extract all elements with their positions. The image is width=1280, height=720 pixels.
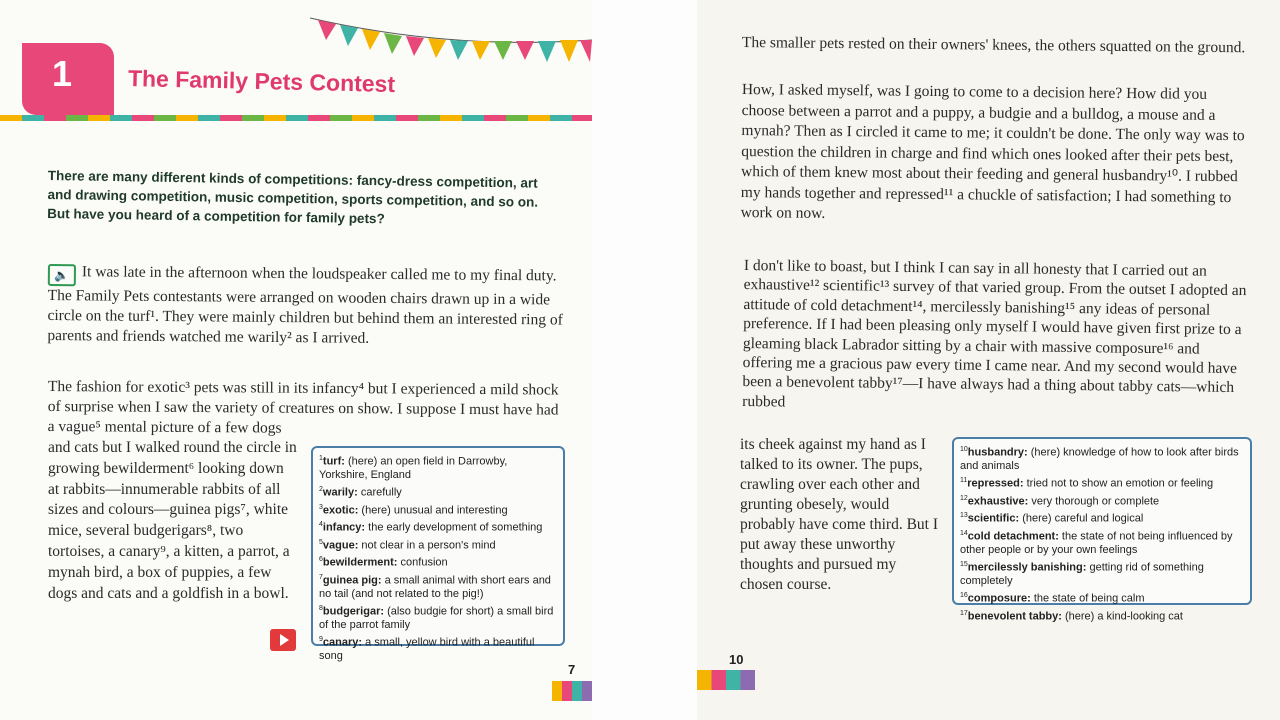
glossary-entry <box>960 443 1244 474</box>
glossary-term: composure: <box>967 592 1031 605</box>
glossary-term: exhaustive: <box>967 495 1029 508</box>
glossary-definition: tried not to show an emotion or feeling <box>1023 477 1214 490</box>
glossary-definition: (here) a kind-looking cat <box>1061 610 1183 623</box>
glossary-definition: the state of being calm <box>1030 592 1145 605</box>
left-page <box>0 0 592 720</box>
glossary-number: 16 <box>960 592 968 600</box>
glossary-entry <box>319 501 557 518</box>
glossary-term: benevolent tabby: <box>967 610 1062 623</box>
glossary-entry <box>319 571 557 602</box>
glossary-number: 9 <box>319 636 323 644</box>
glossary-number: 13 <box>960 512 968 520</box>
glossary-entry <box>960 474 1244 491</box>
right-paragraph-1: The smaller pets rested on their owners' knees, the others squatted on the ground. <box>741 33 1246 57</box>
glossary-term: cold detachment: <box>967 530 1059 543</box>
paragraph-2: The fashion for exotic³ pets was still in its infancy⁴ but I experienced a mild shock of surprise when I saw the variety of creatures on show. I suppose I must have had a vague⁵ mental picture of a few dogs <box>47 377 559 437</box>
glossary-entry <box>960 527 1244 558</box>
speaker-icon[interactable]: 🔈 <box>48 264 76 286</box>
glossary-entry <box>319 553 557 570</box>
header-stripe <box>0 115 592 121</box>
glossary-term: scientific: <box>967 512 1020 525</box>
page-number: 7 <box>568 662 576 677</box>
glossary-box-right <box>952 437 1252 623</box>
glossary-definition: confusion <box>397 556 448 569</box>
glossary-entry <box>319 518 557 535</box>
glossary-term: bewilderment: <box>322 556 398 569</box>
glossary-term: repressed: <box>967 477 1024 490</box>
glossary-definition: (here) unusual and interesting <box>358 504 508 517</box>
glossary-term: mercilessly banishing: <box>967 561 1087 574</box>
glossary-definition: a small animal with short ears and no tail (and not related to the pig!) <box>319 574 551 600</box>
glossary-entry <box>960 492 1244 509</box>
glossary-definition: (also budgie for short) a small bird of the parrot family <box>319 605 554 632</box>
glossary-number: 15 <box>960 560 968 568</box>
glossary-number: 1 <box>319 455 323 462</box>
glossary-term: budgerigar: <box>322 605 385 618</box>
glossary-entry <box>960 509 1244 526</box>
glossary-number: 14 <box>960 529 968 537</box>
glossary-definition: not clear in a person's mind <box>358 539 496 552</box>
glossary-term: warily: <box>322 486 358 499</box>
glossary-number: 11 <box>960 477 968 485</box>
play-video-icon[interactable] <box>270 629 296 651</box>
glossary-definition: (here) knowledge of how to look after birds and animals <box>960 446 1239 473</box>
right-paragraph-4: its cheek against my hand as I talked to its owner. The pups, crawling over each other and grunting obesely, would probably have come third. But I put away these unworthy thoughts and pursued my chosen course. <box>740 436 939 593</box>
paragraph-1-text: It was late in the afternoon when the loudspeaker called me to my final duty. The Family Pets contestants were arranged on wooden chairs drawn up in a wide circle on the turf¹. They were mainly children but behind them an interested ring of parents and friends watched me warily² as I arrived. <box>47 263 563 347</box>
paragraph-1 <box>47 262 568 351</box>
page-number: 10 <box>729 652 744 667</box>
glossary-definition: very thorough or complete <box>1028 495 1160 508</box>
glossary-entry <box>960 589 1244 606</box>
right-paragraph-2: How, I asked myself, was I going to come to a decision here? How did you choose between a parrot and a puppy, a budgie and a bulldog, a mouse and a mynah? Then as I circled it came to me; it couldn't be done. The only way was to question the children in charge and find which ones looked after their pets best, which of them knew most about their feeding and general husbandry¹⁰. I rubbed my hands together and repressed¹¹ a chuckle of satisfaction; I had something to work on now. <box>740 80 1245 222</box>
glossary-term: vague: <box>322 539 359 552</box>
glossary-term: guinea pig: <box>322 574 382 587</box>
glossary-entry <box>319 536 557 553</box>
glossary-term: canary: <box>322 636 363 649</box>
glossary-term: turf: <box>322 455 345 468</box>
glossary-entry <box>319 483 557 500</box>
glossary-box-left <box>311 446 565 663</box>
glossary-definition: (here) an open field in Darrowby, Yorkshire, England <box>319 455 508 482</box>
glossary-definition: getting rid of something completely <box>960 561 1204 588</box>
glossary-number: 10 <box>960 446 968 453</box>
glossary-number: 3 <box>319 503 323 511</box>
chapter-number: 1 <box>52 53 73 94</box>
glossary-definition: carefully <box>357 486 402 499</box>
glossary-definition: a small, yellow bird with a beautiful song <box>319 636 535 663</box>
page-color-bar <box>552 681 592 701</box>
glossary-definition: the state of not being influenced by other people or by your own feelings <box>960 530 1233 557</box>
glossary-entry <box>319 452 557 483</box>
glossary-number: 6 <box>319 556 323 564</box>
glossary-term: husbandry: <box>967 446 1028 459</box>
glossary-number: 17 <box>960 609 968 617</box>
chapter-title: The Family Pets Contest <box>127 65 396 98</box>
glossary-number: 5 <box>319 538 323 546</box>
glossary-number: 2 <box>319 486 323 494</box>
glossary-number: 8 <box>319 604 323 612</box>
glossary-entry <box>319 633 557 664</box>
glossary-entry <box>960 558 1244 589</box>
glossary-number: 7 <box>319 573 323 581</box>
glossary-number: 12 <box>960 494 968 502</box>
glossary-entry <box>960 607 1244 624</box>
page-gutter <box>592 0 697 720</box>
glossary-number: 4 <box>319 521 323 529</box>
glossary-term: infancy: <box>322 521 366 534</box>
page-color-bar <box>697 670 755 690</box>
right-paragraph-3: I don't like to boast, but I think I can say in all honesty that I carried out an exhaustive¹² scientific¹³ survey of that varied group. From the outset I adopted an attitude of cold detachment¹⁴, mercilessly banishing¹⁵ any ideas of personal preference. If I had been pleasing only myself I would have given first prize to a gleaming black Labrador sitting by a chair with massive composure¹⁶ and offering me a gracious paw every time I came near. And my second would have been a benevolent tabby¹⁷—I have always had a thing about tabby cats—which rubbed <box>742 256 1247 411</box>
intro-text: There are many different kinds of competitions: fancy-dress competition, art and drawing competition, music competition, sports competition, and so on. But have you heard of a competition for family pets? <box>47 167 539 227</box>
paragraph-3: and cats but I walked round the circle in growing bewilderment⁶ looking down at rabbits—innumerable rabbits of all sizes and colours—guinea pigs⁷, white mice, several budgerigars⁸, two tortoises, a canary⁹, a kitten, a parrot, a mynah bird, a box of puppies, a few dogs and cats and a goldfish in a bowl. <box>48 439 297 602</box>
glossary-term: exotic: <box>322 504 359 517</box>
glossary-definition: the early development of something <box>365 521 543 534</box>
glossary-entry <box>319 602 557 633</box>
glossary-definition: (here) careful and logical <box>1019 512 1144 525</box>
